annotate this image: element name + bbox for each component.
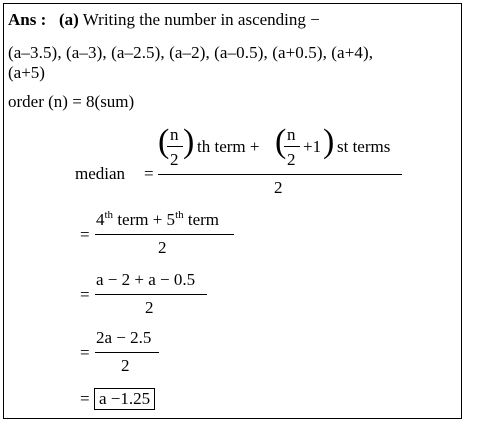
step2-fraction-line xyxy=(95,294,207,295)
n2-top: n xyxy=(287,125,296,144)
right-paren-1: ) xyxy=(183,123,195,160)
sequence-line-2: (a+5) xyxy=(8,63,45,82)
median-fraction-line xyxy=(158,174,402,175)
final-eq: = xyxy=(80,389,90,408)
step1-fraction-line xyxy=(95,234,234,235)
left-paren-2: ( xyxy=(275,123,287,160)
ans-label: Ans : xyxy=(8,10,47,29)
step3-fraction-line xyxy=(95,352,159,353)
final-answer-box: a −1.25 xyxy=(94,388,155,410)
step3-denominator: 2 xyxy=(121,356,130,375)
order-line: order (n) = 8(sum) xyxy=(8,92,135,111)
median-eq: = xyxy=(144,164,154,183)
intro-text: Writing the number in ascending − xyxy=(82,10,320,29)
answer-heading xyxy=(8,10,320,30)
answer-frame xyxy=(3,3,462,419)
right-paren-2: ) xyxy=(323,123,335,160)
n-bottom: 2 xyxy=(170,150,179,169)
plus-one: +1 xyxy=(303,137,322,156)
step2-eq: = xyxy=(80,285,90,304)
step3-numerator: 2a − 2.5 xyxy=(96,328,152,347)
step2-numerator: a − 2 + a − 0.5 xyxy=(96,270,196,289)
th-term-plus: th term + xyxy=(197,137,260,156)
n2-over-2-line xyxy=(284,146,300,147)
step1-denominator: 2 xyxy=(158,238,167,257)
sequence-line-1: (a–3.5), (a–3), (a–2.5), (a–2), (a–0.5), (a+0.5), (a+4), xyxy=(8,43,374,62)
step1-numerator: 4th term + 5th term xyxy=(96,209,220,229)
left-paren-1: ( xyxy=(158,123,170,160)
n2-bottom: 2 xyxy=(287,150,296,169)
median-denominator: 2 xyxy=(274,178,283,197)
step3-eq: = xyxy=(80,343,90,362)
part-label: (a) xyxy=(59,10,79,29)
n-top: n xyxy=(170,125,179,144)
st-terms: st terms xyxy=(337,137,391,156)
step2-denominator: 2 xyxy=(145,298,154,317)
step1-eq: = xyxy=(80,225,90,244)
n-over-2-line xyxy=(167,146,183,147)
median-label: median xyxy=(75,164,126,183)
